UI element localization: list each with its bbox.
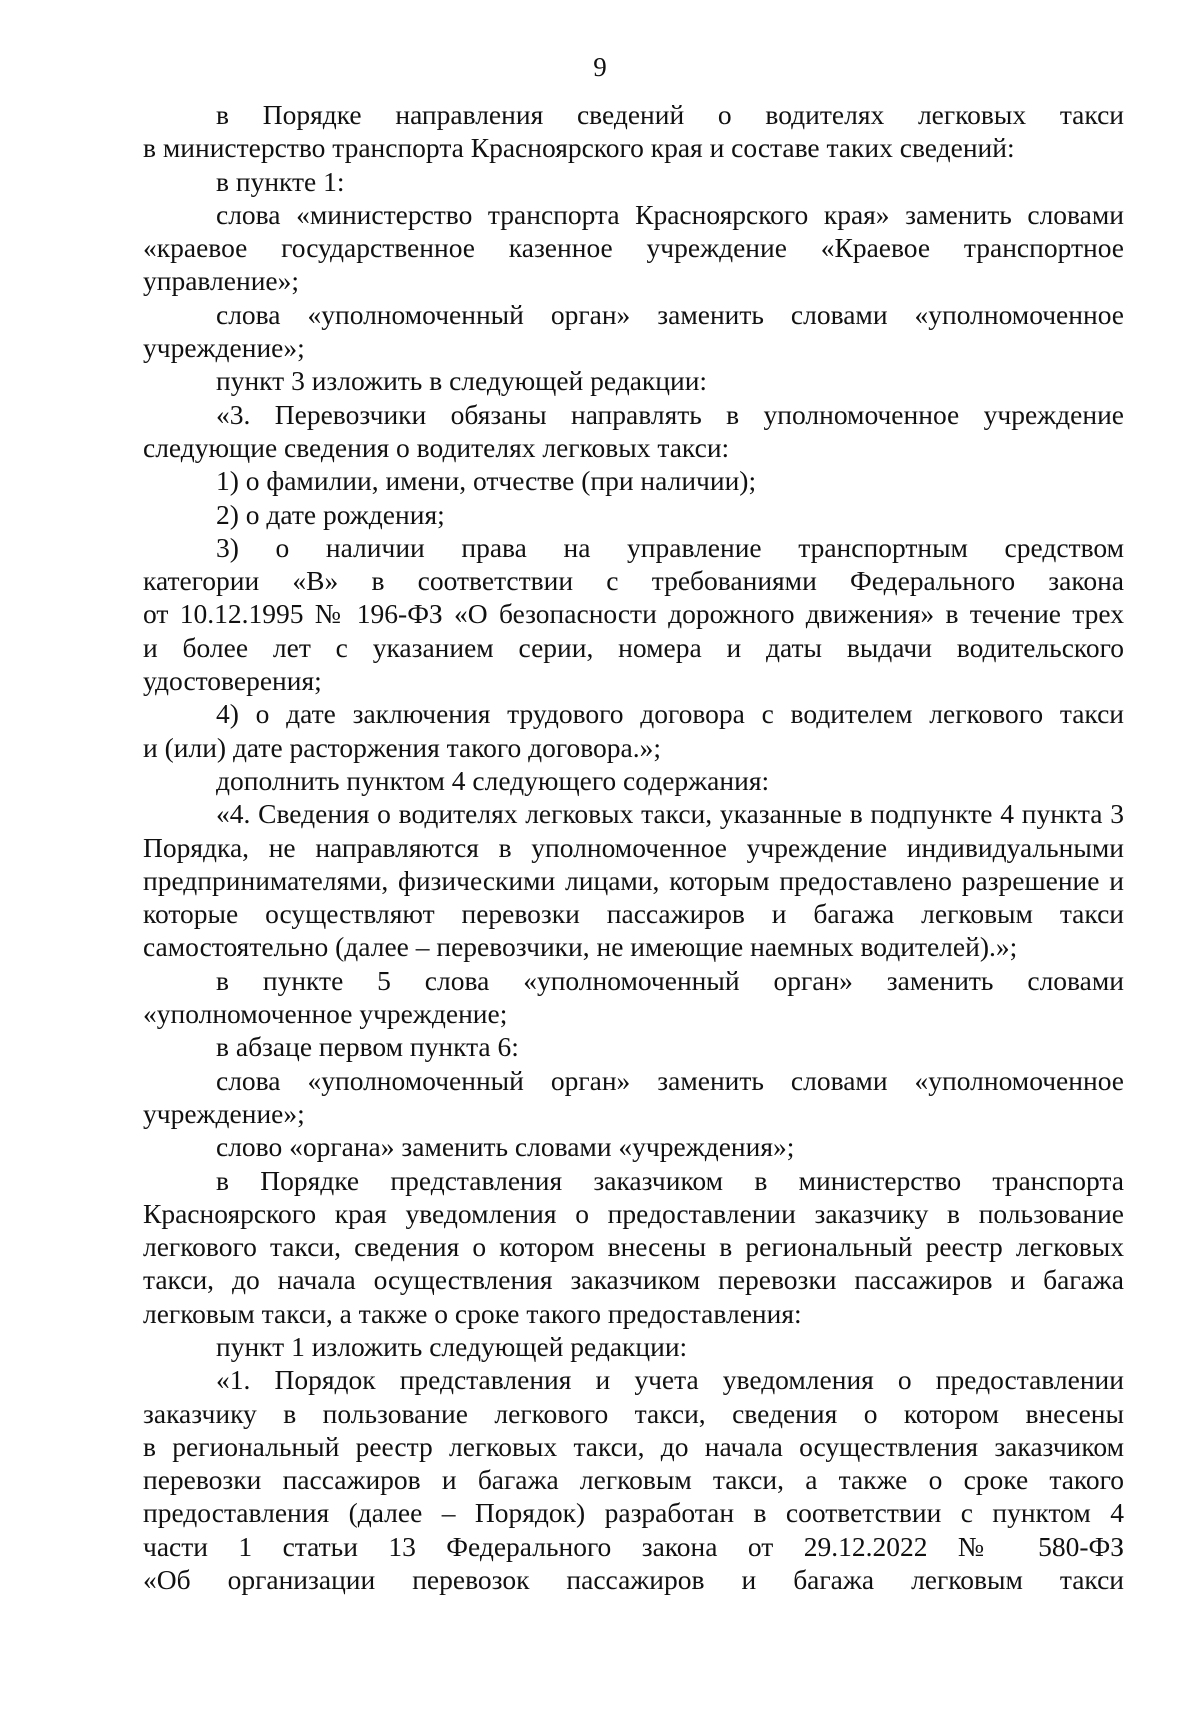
text-line: «3. Перевозчики обязаны направлять в уполномоченное учреждение: [216, 398, 1124, 430]
text-line: слово «органа» заменить словами «учреждения»;: [216, 1131, 795, 1163]
text-line: и более лет с указанием серии, номера и даты выдачи водительского: [143, 631, 1124, 663]
text-line: части 1 статьи 13 Федерального закона от 29.12.2022 № 580-ФЗ: [143, 1530, 1124, 1562]
text-line: пункт 1 изложить следующей редакции:: [216, 1330, 688, 1362]
text-line: в абзаце первом пункта 6:: [216, 1031, 519, 1063]
text-line: «1. Порядок представления и учета уведомления о предоставлении: [216, 1364, 1124, 1396]
text-line: слова «уполномоченный орган» заменить словами «уполномоченное: [216, 1064, 1124, 1096]
text-line: в региональный реестр легковых такси, до начала осуществления заказчиком: [143, 1430, 1124, 1462]
text-line: которые осуществляют перевозки пассажиров и багажа легковым такси: [143, 898, 1124, 930]
text-line: слова «министерство транспорта Красноярского края» заменить словами: [216, 198, 1124, 230]
text-line: 3) о наличии права на управление транспортным средством: [216, 531, 1124, 563]
page-number: 9: [593, 52, 607, 82]
text-line: предпринимателями, физическими лицами, которым предоставлено разрешение и: [143, 864, 1124, 896]
text-line: такси, до начала осуществления заказчиком перевозки пассажиров и багажа: [143, 1264, 1124, 1296]
text-line: Порядка, не направляются в уполномоченное учреждение индивидуальными: [143, 831, 1124, 863]
text-line: в пункте 1:: [216, 165, 345, 197]
text-line: управление»;: [143, 265, 300, 297]
text-line: и (или) дате расторжения такого договора.»;: [143, 731, 661, 763]
text-line: категории «В» в соответствии с требованиями Федерального закона: [143, 565, 1124, 597]
text-line: пункт 3 изложить в следующей редакции:: [216, 365, 708, 397]
text-line: в министерство транспорта Красноярского края и составе таких сведений:: [143, 132, 1015, 164]
text-line: «краевое государственное казенное учреждение «Краевое транспортное: [143, 232, 1124, 264]
text-line: 4) о дате заключения трудового договора с водителем легкового такси: [216, 698, 1124, 730]
text-line: следующие сведения о водителях легковых такси:: [143, 431, 730, 463]
text-line: легковым такси, а также о сроке такого предоставления:: [143, 1297, 802, 1329]
text-line: в Порядке направления сведений о водителях легковых такси: [216, 99, 1124, 130]
text-line: 2) о дате рождения;: [216, 498, 445, 530]
text-line: «4. Сведения о водителях легковых такси, указанные в подпункте 4 пункта 3: [216, 798, 1124, 830]
text-line: «уполномоченное учреждение;: [143, 998, 508, 1030]
text-line: Красноярского края уведомления о предоставлении заказчику в пользование: [143, 1197, 1124, 1229]
text-line: дополнить пунктом 4 следующего содержания:: [216, 764, 770, 796]
text-line: учреждение»;: [143, 332, 305, 364]
text-line: «Об организации перевозок пассажиров и багажа легковым такси: [143, 1564, 1124, 1596]
text-line: удостоверения;: [143, 665, 322, 697]
document-body: [143, 98, 1124, 1596]
text-line: учреждение»;: [143, 1097, 305, 1129]
text-line: самостоятельно (далее – перевозчики, не имеющие наемных водителей).»;: [143, 931, 1018, 963]
text-line: в Порядке представления заказчиком в министерство транспорта: [216, 1164, 1124, 1196]
text-line: легкового такси, сведения о котором внесены в региональный реестр легковых: [143, 1231, 1124, 1263]
text-line: предоставления (далее – Порядок) разработан в соответствии с пунктом 4: [143, 1497, 1124, 1529]
text-line: 1) о фамилии, имени, отчестве (при наличии);: [216, 465, 757, 497]
text-line: перевозки пассажиров и багажа легковым такси, а также о сроке такого: [143, 1464, 1124, 1496]
text-line: слова «уполномоченный орган» заменить словами «уполномоченное: [216, 298, 1124, 330]
text-line: в пункте 5 слова «уполномоченный орган» заменить словами: [216, 964, 1124, 996]
text-line: заказчику в пользование легкового такси, сведения о котором внесены: [143, 1397, 1124, 1429]
text-line: от 10.12.1995 № 196-ФЗ «О безопасности дорожного движения» в течение трех: [143, 598, 1124, 630]
